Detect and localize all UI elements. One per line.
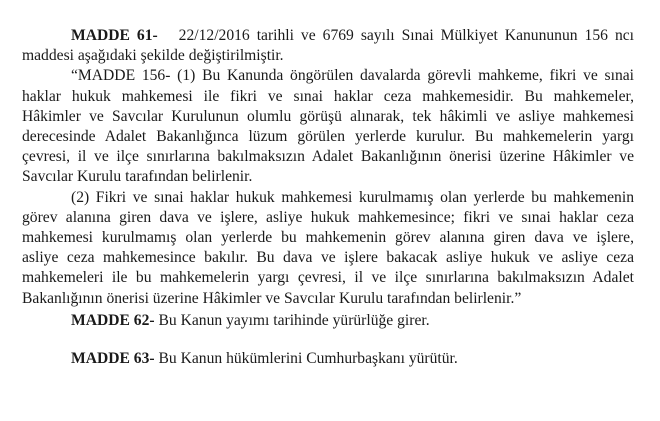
article-62-heading: MADDE 62- (71, 312, 155, 329)
para1-line-6: Savcılar Kurulu tarafından belirlenir. (22, 168, 253, 186)
para1-line-3: Hâkimler ve Savcılar Kurulunun olumlu görüşü alınarak, tek hâkimli ve asliye mahkemesi (22, 107, 634, 125)
article-63-heading: MADDE 63- (71, 350, 155, 367)
para2-line-4: asliye ceza mahkemesince bakılır. Bu dava ve işlere bakacak asliye hukuk ve asliye ceza (22, 249, 634, 267)
para1-line-1: “MADDE 156- (1) Bu Kanunda öngörülen davalarda görevli mahkeme, fikri ve sınai (71, 67, 634, 85)
para2-line-5: mahkemeleri ile bu mahkemelerin yargı çevresi, il ve ilçe sınırlarına bakılmaksızın Adalet (22, 269, 634, 287)
article-61 (22, 26, 634, 309)
para1-line-5: çevresi, il ve ilçe sınırlarına bakılmaksızın Adalet Bakanlığının önerisi üzerine Hâkimler ve (22, 148, 634, 166)
para1-line-4: derecesinde Adalet Bakanlığınca lüzum görülen yerlerde kurulur. Bu mahkemelerin yargı (22, 128, 634, 146)
article-61-intro-line-2: maddesi aşağıdaki şekilde değiştirilmiştir. (22, 47, 284, 65)
article-61-intro-rest: 22/12/2016 tarihli ve 6769 sayılı Sınai Mülkiyet Kanununun 156 ncı (178, 27, 634, 44)
article-63 (22, 349, 634, 369)
article-61-heading: MADDE 61- (71, 27, 158, 44)
para2-line-2: görev alanına giren dava ve işlere, asliye hukuk mahkemesince; fikri ve sınai haklar ceza (22, 208, 634, 226)
para2-line-6: Bakanlığının önerisi üzerine Hâkimler ve Savcılar Kurulu tarafından belirlenir.” (22, 289, 522, 307)
article-63-text: Bu Kanun hükümlerini Cumhurbaşkanı yürütür. (158, 350, 458, 367)
para1-line-2: haklar hukuk mahkemesi ile fikri ve sınai haklar ceza mahkemesidir. Bu mahkemeler, (22, 87, 634, 105)
para2-line-3: mahkemesi kurulmamış olan yerlerde bu mahkemenin görev alanına giren dava ve işlere, (22, 229, 634, 247)
article-62-text: Bu Kanun yayımı tarihinde yürürlüğe girer. (158, 312, 430, 329)
article-61-line-1 (22, 26, 634, 46)
article-62 (22, 311, 634, 331)
para2-line-1: (2) Fikri ve sınai haklar hukuk mahkemesi kurulmamış olan yerlerde bu mahkemenin (71, 188, 634, 206)
